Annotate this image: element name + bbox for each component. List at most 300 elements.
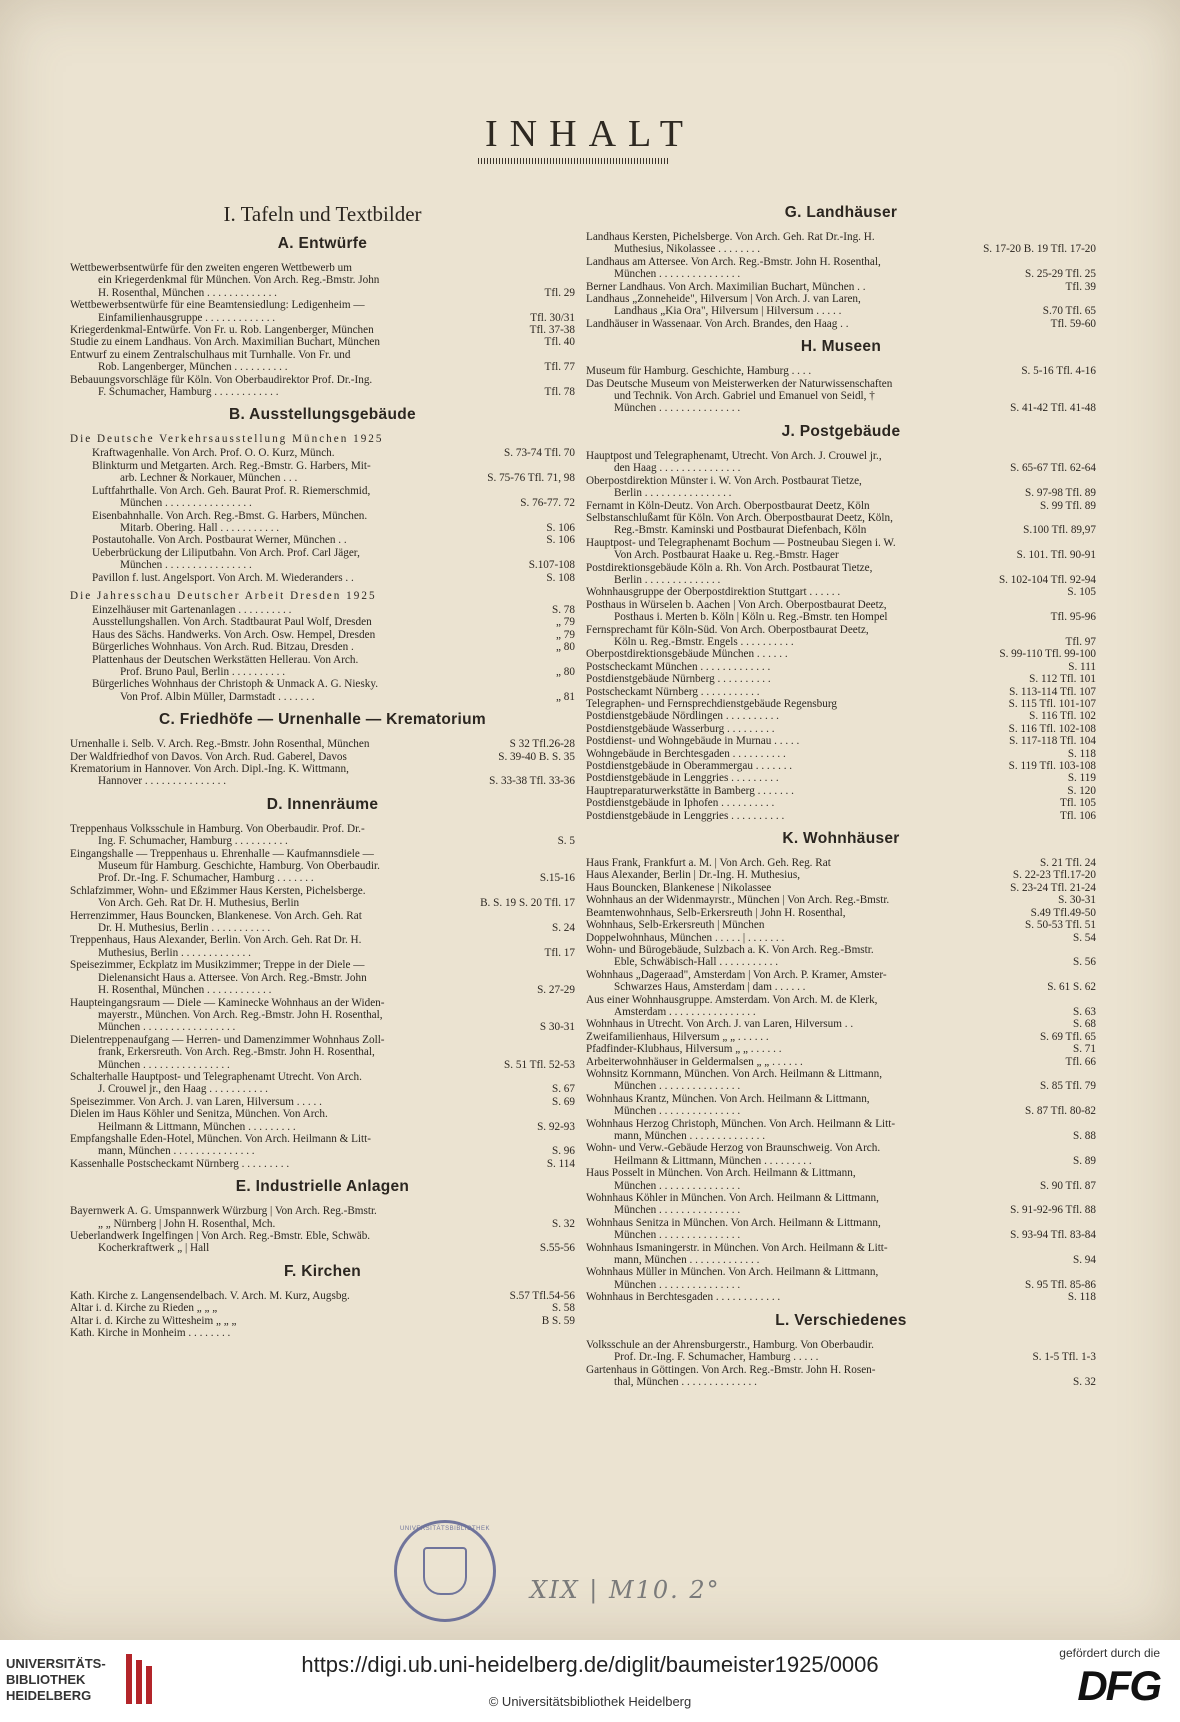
entry-line: Postscheckamt Nürnberg . . . . . . . . . . . [586, 685, 760, 698]
page-reference: Tfl. 66 [1062, 1056, 1096, 1068]
entry-line: Oberpostdirektionsgebäude München . . . . . . [586, 648, 788, 661]
entry-line: Von Prof. Albin Müller, Darmstadt . . . . . . . [120, 690, 315, 703]
entry-line: Haupteingangsraum — Diele — Kaminecke Wohnhaus an der Widen- [70, 996, 385, 1009]
entry-line: Postdienstgebäude Nürnberg . . . . . . . . . . [586, 673, 771, 686]
toc-entry [586, 760, 1096, 772]
toc-entry [586, 810, 1096, 822]
page-reference: S. 30-31 [1054, 894, 1096, 906]
entry-line: Posthaus i. Merten b. Köln | Köln u. Reg.-Bmstr. ten Hompel [614, 611, 888, 624]
entry-line: Prof. Bruno Paul, Berlin . . . . . . . . . . [120, 665, 286, 678]
entry-line: Kraftwagenhalle. Von Arch. Prof. O. O. Kurz, Münch. [92, 447, 335, 460]
toc-entry [70, 1133, 575, 1158]
toc-entry [586, 450, 1096, 475]
page-reference: S. 95 Tfl. 85-86 [1021, 1279, 1096, 1291]
entry-line: F. Schumacher, Hamburg . . . . . . . . . . . . [98, 386, 279, 399]
toc-entry [586, 785, 1096, 797]
page-reference: B S. 59 [538, 1315, 575, 1327]
section-heading: F. Kirchen [283, 1262, 362, 1280]
entry-line: Postdienstgebäude Wasserburg . . . . . . . . . [586, 722, 775, 735]
page-reference: Tfl. 30/31 [526, 312, 575, 324]
entry-line: Landhaus „Kia Ora", Hilversum | Hilversum . . . . . [614, 305, 842, 318]
toc-entry [586, 1068, 1096, 1093]
toc-entry [70, 1302, 575, 1314]
toc-entry [70, 1230, 575, 1255]
entry-line: Museum für Hamburg. Geschichte, Hamburg . . . . [586, 365, 812, 378]
entry-line: Landhäuser in Wassenaar. Von Arch. Brandes, den Haag . . [586, 317, 849, 330]
entry-line: Selbstanschlußamt für Köln. Von Arch. Oberpostbaurat Deetz, Köln, [586, 511, 893, 524]
page-reference: S. 41-42 Tfl. 41-48 [1006, 402, 1096, 414]
page-reference: S. 56 [1069, 956, 1096, 968]
entry-line: Treppenhaus Volksschule in Hamburg. Von Oberbaudir. Prof. Dr.- [70, 822, 365, 835]
page-reference: S.15-16 [536, 872, 575, 884]
toc-entry [70, 959, 575, 996]
toc-section [70, 1178, 575, 1255]
page-reference: S. 106 [542, 534, 575, 546]
toc-entry [586, 710, 1096, 722]
page-reference: S. 32 [548, 1218, 575, 1230]
page-reference: S. 25-29 Tfl. 25 [1021, 268, 1096, 280]
page-reference: S. 120 [1063, 785, 1096, 797]
toc-entry [70, 751, 575, 763]
part-heading: I. Tafeln und Textbilder [223, 202, 422, 226]
toc-entry [70, 763, 575, 788]
entry-line: München . . . . . . . . . . . . . . . [614, 1204, 741, 1217]
page-reference: S. 108 [542, 572, 575, 584]
page-reference: „ 80 [552, 666, 575, 678]
entry-line: Herrenzimmer, Haus Bouncken, Blankenese. Von Arch. Geh. Rat [70, 909, 362, 922]
entry-line: Wohnhaus, Selb-Erkersreuth | München [586, 919, 765, 932]
entry-line: Wohnhaus in Utrecht. Von Arch. J. van Laren, Hilversum . . [586, 1018, 854, 1031]
toc-entry [586, 1167, 1096, 1192]
entry-line: ein Kriegerdenkmal für München. Von Arch. Reg.-Bmstr. John [98, 274, 380, 287]
page-reference: S. 92-93 [533, 1121, 575, 1133]
page-reference: S. 106 [542, 522, 575, 534]
page-reference: S. 113-114 Tfl. 107 [1005, 686, 1096, 698]
page-reference: S. 118 [1064, 748, 1096, 760]
page-reference: S. 69 Tfl. 65 [1036, 1031, 1096, 1043]
section-heading: A. Entwürfe [277, 235, 368, 252]
toc-entry [586, 894, 1096, 906]
footer-bar [0, 1640, 1180, 1722]
page-reference: S. 101. Tfl. 90-91 [1013, 549, 1096, 561]
page-reference: S. 32 [1069, 1376, 1096, 1388]
toc-entry [586, 648, 1096, 660]
toc-entry [70, 485, 575, 510]
page-reference: „ 81 [552, 691, 575, 703]
page-reference: S. 87 Tfl. 80-82 [1021, 1105, 1096, 1117]
entry-line: München . . . . . . . . . . . . . . . [614, 1105, 741, 1118]
subgroup-title: Die Deutsche Verkehrsausstellung München 1925 [70, 433, 384, 446]
toc-entry [70, 885, 575, 910]
toc-entry [70, 336, 575, 348]
toc-entry [70, 997, 575, 1034]
entry-line: „ „ Nürnberg | John H. Rosenthal, Mch. [98, 1217, 276, 1230]
toc-entry [586, 772, 1096, 784]
toc-entry [586, 378, 1096, 415]
page-reference: S. 54 [1069, 932, 1096, 944]
entry-line: Treppenhaus, Haus Alexander, Berlin. Von Arch. Geh. Rat Dr. H. [70, 934, 362, 947]
toc-entry [586, 748, 1096, 760]
entry-line: Prof. Dr.-Ing. F. Schumacher, Hamburg . . . . . . . [98, 872, 314, 885]
toc-entry [70, 1108, 575, 1133]
page-reference: S. 71 [1069, 1043, 1096, 1055]
page-reference: S.57 Tfl.54-56 [506, 1290, 575, 1302]
entry-line: Bürgerliches Wohnhaus der Christoph & Unmack A. G. Niesky. [92, 678, 378, 691]
page-reference: B. S. 19 S. 20 Tfl. 17 [476, 897, 575, 909]
entry-line: Wohn- und Bürogebäude, Sulzbach a. K. Von Arch. Reg.-Bmstr. [586, 943, 874, 956]
toc-entry [70, 324, 575, 336]
entry-line: München . . . . . . . . . . . . . . . [614, 1229, 741, 1242]
toc-entry [586, 293, 1096, 318]
page-reference: S. 27-29 [533, 984, 575, 996]
toc-entry [70, 629, 575, 641]
page-reference: Tfl. 59-60 [1047, 318, 1096, 330]
page-reference: S. 99-110 Tfl. 99-100 [995, 648, 1096, 660]
page-reference: S. 111 [1064, 661, 1096, 673]
entry-line: Postautohalle. Von Arch. Postbaurat Werner, München . . [92, 534, 347, 547]
toc-entry [586, 500, 1096, 512]
page-reference: S. 89 [1069, 1155, 1096, 1167]
toc-entry [70, 1071, 575, 1096]
dfg-logo: DFG [1077, 1662, 1160, 1709]
entry-line: Hauptpost- und Telegraphenamt Bochum — Postneubau Siegen i. W. [586, 536, 896, 549]
entry-line: Berner Landhaus. Von Arch. Maximilian Buchart, München . . [586, 280, 866, 293]
entry-line: Bebauungsvorschläge für Köln. Von Oberbaudirektor Prof. Dr.-Ing. [70, 373, 373, 386]
toc-entry [70, 262, 575, 299]
permalink-url[interactable]: https://digi.ub.uni-heidelberg.de/diglit/baumeister1925/0006 [301, 1652, 879, 1677]
left-sections [70, 235, 575, 1339]
page-reference: S.49 Tfl.49-50 [1027, 907, 1096, 919]
entry-line: Aus einer Wohnhausgruppe. Amsterdam. Von Arch. M. de Klerk, [586, 993, 878, 1006]
section-heading: D. Innenräume [266, 795, 379, 813]
entry-line: mann, München . . . . . . . . . . . . . . [614, 1130, 766, 1142]
toc-entry [586, 735, 1096, 747]
title-underline [478, 158, 668, 164]
entry-line: Haus Bouncken, Blankenese | Nikolassee [586, 881, 772, 894]
toc-entry [586, 1056, 1096, 1068]
page-reference: Tfl. 105 [1056, 797, 1096, 809]
toc-entry [70, 678, 575, 703]
toc-entry [70, 349, 575, 374]
toc-entry [586, 994, 1096, 1019]
toc-entry [70, 934, 575, 959]
page-reference: S. 116 Tfl. 102 [1025, 710, 1096, 722]
left-column [70, 198, 575, 1347]
page-reference: S. 23-24 Tfl. 21-24 [1006, 882, 1096, 894]
entry-line: Heilmann & Littmann, München . . . . . . . . . [614, 1154, 812, 1167]
toc-entry [586, 723, 1096, 735]
page-reference: Tfl. 37-38 [526, 324, 575, 336]
entry-line: Volksschule an der Ahrensburgerstr., Hamburg. Von Oberbaudir. [586, 1338, 874, 1351]
entry-line: München . . . . . . . . . . . . . . . . . [98, 1021, 236, 1034]
toc-entry [70, 1290, 575, 1302]
entry-line: Haus Frank, Frankfurt a. M. | Von Arch. Geh. Reg. Rat [586, 857, 831, 870]
section-heading: G. Landhäuser [784, 204, 898, 221]
entry-line: Kocherkraftwerk „ | Hall [98, 1242, 210, 1255]
entry-line: Haus des Sächs. Handwerks. Von Arch. Osw. Hempel, Dresden [92, 628, 376, 641]
entry-line: und Technik. Von Arch. Gabriel und Emanuel von Seidl, † [614, 390, 875, 403]
page-reference: S. 118 [1064, 1291, 1096, 1303]
toc-entry [586, 231, 1096, 256]
toc-section [586, 1312, 1096, 1389]
entry-line: Wohngebäude in Berchtesgaden . . . . . . . . . . [586, 747, 786, 760]
library-stamp [394, 1520, 496, 1622]
entry-line: Eble, Schwäbisch-Hall . . . . . . . . . . . [614, 956, 779, 969]
toc-entry [586, 969, 1096, 994]
entry-line: Berlin . . . . . . . . . . . . . . . . [614, 487, 732, 500]
stamp-lettering: UNIVERSITÄTSBIBLIOTHEK [399, 1526, 491, 1532]
toc-entry [70, 510, 575, 535]
entry-line: Speisezimmer. Von Arch. J. van Laren, Hilversum . . . . . [70, 1095, 322, 1108]
toc-entry [70, 1205, 575, 1230]
page-reference: S. 73-74 Tfl. 70 [500, 447, 575, 459]
toc-entry [70, 848, 575, 885]
toc-entry [586, 1217, 1096, 1242]
entry-line: München . . . . . . . . . . . . . . . [614, 402, 741, 415]
entry-line: Postdienstgebäude in Oberammergau . . . . . . . [586, 760, 793, 773]
toc-entry [586, 318, 1096, 330]
entry-line: Wohnhausgruppe der Oberpostdirektion Stuttgart . . . . . . [586, 586, 841, 599]
entry-line: Landhaus Kersten, Pichelsberge. Von Arch. Geh. Rat Dr.-Ing. H. [586, 231, 875, 243]
entry-line: Kriegerdenkmal-Entwürfe. Von Fr. u. Rob. Langenberger, München [70, 324, 374, 337]
page-reference: S. 51 Tfl. 52-53 [500, 1059, 575, 1071]
toc-entry [586, 698, 1096, 710]
toc-entry [586, 907, 1096, 919]
section-heading: L. Verschiedenes [775, 1311, 907, 1329]
toc-entry [586, 256, 1096, 281]
entry-line: Schalterhalle Hauptpost- und Telegraphenamt Utrecht. Von Arch. [70, 1070, 362, 1083]
page-reference: S. 102-104 Tfl. 92-94 [995, 574, 1096, 586]
entry-line: Dielenansicht Haus a. Attersee. Von Arch. Reg.-Bmstr. John [98, 971, 367, 984]
entry-line: Museum für Hamburg. Geschichte, Hamburg. Von Oberbaudir. [98, 860, 380, 873]
entry-line: München . . . . . . . . . . . . . . . [614, 1080, 741, 1093]
page-reference: S. 119 Tfl. 103-108 [1005, 760, 1096, 772]
toc-entry [586, 281, 1096, 293]
toc-entry [586, 586, 1096, 598]
toc-entry [70, 823, 575, 848]
entry-line: Kath. Kirche in Monheim . . . . . . . . [70, 1327, 231, 1340]
entry-line: Wohnhaus in Berchtesgaden . . . . . . . . . . . . [586, 1291, 781, 1304]
page-reference: „ 79 [552, 616, 575, 628]
library-name: UNIVERSITÄTS- BIBLIOTHEK HEIDELBERG [6, 1656, 106, 1703]
entry-line: Ueberlandwerk Ingelfingen | Von Arch. Reg.-Bmstr. Eble, Schwäb. [70, 1230, 371, 1242]
entry-line: Von Arch. Postbaurat Haake u. Reg.-Bmstr. Hager [614, 549, 839, 562]
page-reference: S. 112 Tfl. 101 [1025, 673, 1096, 685]
funding-note: gefördert durch die [1059, 1646, 1160, 1660]
toc-entry [586, 1093, 1096, 1118]
toc-entry [586, 1192, 1096, 1217]
page-reference: S. 65-67 Tfl. 62-64 [1006, 462, 1096, 474]
subgroup-title: Die Jahresschau Deutscher Arbeit Dresden 1925 [70, 589, 377, 602]
page-reference: Tfl. 106 [1056, 810, 1096, 822]
toc-entry [586, 932, 1096, 944]
toc-entry [586, 882, 1096, 894]
entry-line: Ing. F. Schumacher, Hamburg . . . . . . . . . . [98, 835, 288, 848]
toc-section [70, 235, 575, 398]
entry-line: Wohnhaus an der Widenmayrstr., München | Von Arch. Reg.-Bmstr. [586, 894, 890, 907]
section-heading: H. Museen [800, 338, 882, 356]
toc-entry [70, 604, 575, 616]
entry-line: Von Arch. Geh. Rat Dr. H. Muthesius, Berlin [98, 897, 300, 910]
entry-line: Hauptreparaturwerkstätte in Bamberg . . . . . . . [586, 784, 794, 797]
entry-line: Wettbewerbsentwürfe für den zweiten engeren Wettbewerb um [70, 262, 352, 274]
entry-line: Blinkturm und Metgarten. Arch. Reg.-Bmstr. G. Harbers, Mit- [92, 459, 371, 472]
page-reference: Tfl. 39 [1062, 281, 1096, 293]
entry-line: Plattenhaus der Deutschen Werkstätten Hellerau. Von Arch. [92, 653, 359, 666]
entry-line: Kath. Kirche z. Langensendelbach. V. Arch. M. Kurz, Augsbg. [70, 1289, 350, 1302]
page-reference: S. 90 Tfl. 87 [1036, 1180, 1096, 1192]
page-reference: S. 93-94 Tfl. 83-84 [1006, 1229, 1096, 1241]
page-reference: S. 17-20 B. 19 Tfl. 17-20 [979, 243, 1096, 255]
page-reference: Tfl. 95-96 [1047, 611, 1096, 623]
toc-section [586, 423, 1096, 822]
page-reference: Tfl. 40 [541, 336, 575, 348]
toc-entry [586, 1043, 1096, 1055]
entry-line: Wohnsitz Kornmann, München. Von Arch. Heilmann & Littmann, [586, 1067, 883, 1080]
toc-entry [586, 1118, 1096, 1143]
page-reference: S. 96 [548, 1145, 575, 1157]
entry-line: Dielentreppenaufgang — Herren- und Damenzimmer Wohnhaus Zoll- [70, 1033, 385, 1046]
entry-line: Krematorium in Hannover. Von Arch. Dipl.-Ing. K. Wittmann, [70, 763, 349, 775]
entry-line: H. Rosenthal, München . . . . . . . . . . . . [98, 984, 272, 997]
entry-line: Dr. H. Muthesius, Berlin . . . . . . . . . . . [98, 922, 271, 935]
page-reference: S. 117-118 Tfl. 104 [1005, 735, 1096, 747]
entry-line: Hauptpost und Telegraphenamt, Utrecht. Von Arch. J. Crouwel jr., [586, 449, 882, 462]
toc-entry [70, 1315, 575, 1327]
page-title: INHALT [485, 113, 695, 155]
page-reference: S. 24 [548, 922, 575, 934]
entry-line: Altar i. d. Kirche zu Wittesheim „ „ „ [70, 1314, 237, 1327]
entry-line: Wohnhaus Ismaningerstr. in München. Von Arch. Heilmann & Litt- [586, 1241, 888, 1254]
toc-section [70, 796, 575, 1170]
section-heading: J. Postgebäude [781, 422, 901, 440]
entry-line: Haus Alexander, Berlin | Dr.-Ing. H. Muthesius, [586, 869, 801, 882]
page-reference: S.100 Tfl. 89,97 [1019, 524, 1096, 536]
toc-entry [70, 299, 575, 324]
page-reference: Tfl. 29 [541, 287, 575, 299]
page-reference: S 30-31 [536, 1021, 575, 1033]
coat-of-arms-icon [423, 1547, 467, 1595]
copyright-notice: © Universitätsbibliothek Heidelberg [488, 1694, 692, 1709]
entry-line: Fernsprechamt für Köln-Süd. Von Arch. Oberpostbaurat Deetz, [586, 623, 869, 636]
entry-line: Arbeiterwohnhäuser in Geldermalsen „ „ . . . . . . [586, 1055, 803, 1068]
entry-line: Telegraphen- und Fernsprechdienstgebäude Regensburg [586, 698, 837, 710]
page-reference: S.107-108 [525, 559, 575, 571]
toc-entry [70, 447, 575, 459]
toc-entry [70, 374, 575, 399]
entry-line: Fernamt in Köln-Deutz. Von Arch. Oberpostbaurat Deetz, Köln [586, 499, 870, 512]
entry-line: Muthesius, Nikolassee . . . . . . . . [614, 243, 761, 256]
entry-line: thal, München . . . . . . . . . . . . . . [614, 1375, 757, 1388]
entry-line: Schwarzes Haus, Amsterdam | dam . . . . . . [614, 981, 806, 994]
entry-line: frank, Erkersreuth. Von Arch. Reg.-Bmstr. John H. Rosenthal, [98, 1046, 375, 1059]
entry-line: Einfamilienhausgruppe . . . . . . . . . . . . . [98, 311, 276, 324]
entry-line: Landhaus am Attersee. Von Arch. Reg.-Bmstr. John H. Rosenthal, [586, 255, 881, 268]
entry-line: den Haag . . . . . . . . . . . . . . . [614, 462, 741, 475]
toc-section [586, 338, 1096, 415]
entry-line: Wohn- und Verw.-Gebäude Herzog von Braunschweig. Von Arch. [586, 1142, 881, 1155]
page-reference: S. 97-98 Tfl. 89 [1021, 487, 1096, 499]
entry-line: Postdienstgebäude in Iphofen . . . . . . . . . . [586, 797, 775, 810]
toc-entry [586, 1339, 1096, 1364]
entry-line: Bürgerliches Wohnhaus. Von Arch. Rud. Bitzau, Dresden . [92, 641, 354, 654]
section-heading: B. Ausstellungsgebäude [229, 406, 416, 424]
toc-entry [586, 512, 1096, 537]
page-reference: S. 5-16 Tfl. 4-16 [1017, 365, 1096, 377]
page-reference: S. 22-23 Tfl.17-20 [1009, 869, 1096, 881]
page-reference: „ 80 [552, 641, 575, 653]
toc-entry [586, 1242, 1096, 1267]
entry-line: Amsterdam . . . . . . . . . . . . . . . . [614, 1005, 756, 1018]
page-reference: Tfl. 97 [1062, 636, 1096, 648]
toc-entry [586, 661, 1096, 673]
entry-line: Berlin . . . . . . . . . . . . . . [614, 573, 721, 586]
page-reference: S. 58 [548, 1302, 575, 1314]
toc-section [586, 204, 1096, 330]
entry-line: Oberpostdirektion Münster i. W. Von Arch. Postbaurat Tietze, [586, 474, 862, 487]
entry-line: Mitarb. Obering. Hall . . . . . . . . . . . [120, 521, 280, 534]
toc-entry [586, 1031, 1096, 1043]
entry-line: Doppelwohnhaus, München . . . . . | . . . . . . . [586, 931, 785, 944]
entry-line: Köln u. Reg.-Bmstr. Engels . . . . . . . . . . [614, 635, 794, 648]
page-reference: S. 114 [543, 1158, 575, 1170]
page-reference: S. 21 Tfl. 24 [1036, 857, 1096, 869]
entry-line: Pavillon f. lust. Angelsport. Von Arch. M. Wiederanders . . [92, 571, 354, 584]
toc-entry [70, 654, 575, 679]
toc-entry [70, 641, 575, 653]
page-reference: S. 69 [548, 1096, 575, 1108]
entry-line: Eingangshalle — Treppenhaus u. Ehrenhalle — Kaufmannsdiele — [70, 847, 374, 860]
toc-entry [586, 673, 1096, 685]
entry-line: Muthesius, Berlin . . . . . . . . . . . . . [98, 946, 251, 959]
toc-entry [586, 869, 1096, 881]
toc-entry [70, 534, 575, 546]
entry-line: Hannover . . . . . . . . . . . . . . . [98, 775, 227, 788]
entry-line: München . . . . . . . . . . . . . . . [614, 1179, 741, 1192]
entry-line: Wohnhaus Köhler in München. Von Arch. Heilmann & Littmann, [586, 1192, 879, 1205]
entry-line: Urnenhalle i. Selb. V. Arch. Reg.-Bmstr. John Rosenthal, München [70, 738, 370, 751]
entry-line: Postdienstgebäude in Lenggries . . . . . . . . . [586, 772, 779, 785]
entry-line: Kassenhalle Postscheckamt Nürnberg . . . . . . . . . [70, 1157, 290, 1170]
entry-line: mann, München . . . . . . . . . . . . . [614, 1254, 760, 1267]
toc-entry [586, 1291, 1096, 1303]
page-reference: S. 5 [554, 835, 575, 847]
page-reference: S. 91-92-96 Tfl. 88 [1006, 1204, 1096, 1216]
entry-line: Der Waldfriedhof von Davos. Von Arch. Rud. Gaberel, Davos [70, 750, 347, 763]
toc-entry [586, 1018, 1096, 1030]
toc-entry [586, 537, 1096, 562]
entry-line: München . . . . . . . . . . . . . . . . [120, 559, 252, 572]
toc-entry [70, 547, 575, 572]
toc-entry [70, 1034, 575, 1071]
entry-line: Speisezimmer, Eckplatz im Musikzimmer; Treppe in der Diele — [70, 959, 365, 972]
entry-line: Wohnhaus Senitza in München. Von Arch. Heilmann & Littmann, [586, 1216, 881, 1229]
page-reference: S.70 Tfl. 65 [1039, 305, 1096, 317]
toc-entry [586, 475, 1096, 500]
page-reference: Tfl. 17 [541, 947, 575, 959]
page-reference: S. 116 Tfl. 102-108 [1005, 723, 1096, 735]
toc-entry [586, 562, 1096, 587]
page-reference: „ 79 [552, 629, 575, 641]
page-reference: S. 68 [1069, 1018, 1096, 1030]
entry-line: München . . . . . . . . . . . . . . . . [98, 1058, 230, 1071]
toc-entry [70, 460, 575, 485]
page-reference: S. 67 [548, 1083, 575, 1095]
entry-line: Dielen im Haus Köhler und Senitza, München. Von Arch. [70, 1108, 328, 1121]
section-heading: C. Friedhöfe — Urnenhalle — Krematorium [159, 711, 486, 729]
page-reference: S. 88 [1069, 1130, 1096, 1142]
entry-line: Entwurf zu einem Zentralschulhaus mit Turnhalle. Von Fr. und [70, 348, 351, 361]
